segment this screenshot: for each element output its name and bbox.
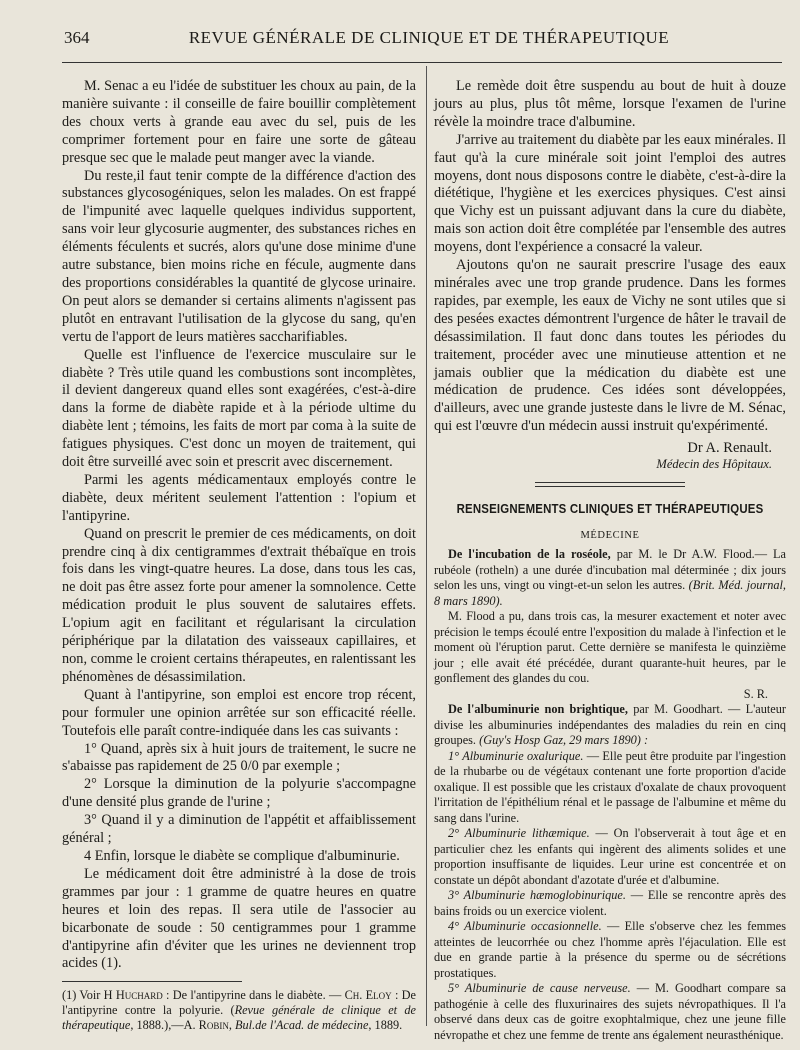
article-continuation — [434, 78, 786, 436]
footnote-reference: Revue générale de clinique et de thérapeutique — [62, 1003, 417, 1033]
signature-name: Dr A. Renault. — [687, 440, 772, 457]
item-text: — M. Goodhart compare sa pathogénie à celle des fluxurinaires des sujets névropathiques. Il l'a observé dans deux cas de goitre exophtalmique, chez une jeune fille névropathe et chez une femme de trente ans également neurasthénique. — [434, 981, 786, 1042]
list-item — [434, 826, 786, 888]
item-label: 5° Albuminurie de cause nerveuse. — [448, 981, 631, 996]
list-item — [434, 888, 786, 919]
footnote-text: , 1889. — [368, 1018, 403, 1033]
subsection-heading: MÉDECINE — [580, 530, 640, 542]
page-number: 364 — [64, 28, 90, 47]
article-body: M. Flood a pu, dans trois cas, la mesurer exactement et noter avec précision le temps écoulé entre l'exposition du malade à l'infection et le moment où l'éruption parut. Cette dernière se manifesta le quinzième jour ; elle avait été précédée, durant quarante-huit heures, par le gonflement des glandes du cou. — [434, 609, 786, 686]
left-column — [62, 78, 416, 1033]
column-separator — [426, 66, 427, 1026]
footnote-author: Huchard — [115, 988, 163, 1003]
footnote-author: Ch. Eloy — [344, 988, 392, 1003]
paragraph: Quelle est l'influence de l'exercice musculaire sur le diabète ? Très utile quand les combustions sont incomplètes, il devient dangereux quand elles sont exagérées, c'est-à-dire dans la forme de diabète rapide et à la période ultime du diabète lent ; témoins, les faits de mort par coma à la suite de fatigues physiques. C'est donc un moyen de traitement, qui doit être surveillé avec soin et prescrit avec discernement. — [62, 346, 416, 471]
paragraph: Quant à l'antipyrine, son emploi est encore trop récent, pour formuler une opinion arrêtée sur son efficacité réelle. Toutefois elle paraît contre-indiquée dans les cas suivants : — [62, 686, 416, 739]
footnote-text: , — [228, 1018, 232, 1033]
item-label: 4° Albuminurie occasionnelle. — [448, 919, 602, 934]
article-byline: par M. Goodhart. — — [633, 702, 741, 717]
list-item — [434, 919, 786, 981]
header-rule — [62, 62, 782, 63]
paragraph: Du reste,il faut tenir compte de la différence d'action des substances glycosogéniques, selon les malades. On est frappé de l'impunité avec laquelle quelques individus supportent, sans voir leur glycosurie augmenter, des substances riches en éléments féculents et sucrés, alors qu'une dose minime d'une autre substance, bien moins riche en fécule, augmente dans des proportions considérables la quantité de glycose urinaire. On peut alors se demander si certains aliments n'agissent pas plutôt en entravant l'utilisation de la glycose du sang, qu'en vertu de l'apport de leurs matières saccharifiables. — [62, 167, 416, 345]
page-header — [64, 28, 764, 48]
footnote-marker: (1) Voir H — [62, 988, 113, 1003]
footnote-reference: Bul.de l'Acad. de médecine — [235, 1018, 369, 1033]
section-ornament — [535, 482, 685, 487]
footnote-text: : De l'antipyrine contre la polyurie. ( — [62, 988, 416, 1018]
paragraph: J'arrive au traitement du diabète par les eaux minérales. Il faut qu'à la cure minérale soit joint l'emploi des autres moyens, dont nous disposons contre le diabète, c'est-à-dire la diététique, l'hygiène et les exercices physiques. C'est ainsi que Vichy est un puissant adjuvant dans la cure du diabète, mais son action doit être complétée par l'ensemble des autres moyens, dont l'expérience a consacré la valeur. — [434, 131, 786, 256]
paragraph: M. Senac a eu l'idée de substituer les choux au pain, de la manière suivante : il conseille de faire bouillir complètement des choux verts à grande eau avec du sel, puis de les comprimer fortement pour en faire une sorte de gâteau presque sec que le malade peut manger avec la viande. — [62, 78, 416, 166]
item-label: 3° Albuminurie hæmoglobinurique. — [448, 888, 626, 903]
list-item: 2° Lorsque la diminution de la polyurie s'accompagne d'une densité plus grande de l'urine ; — [62, 776, 416, 811]
paragraph: Le remède doit être suspendu au bout de huit à douze jours au plus, plus tôt même, lorsque l'examen de l'urine révèle la moindre trace d'albumine. — [434, 78, 786, 130]
article-heading: De l'albuminurie non brightique, — [448, 702, 628, 717]
footnote-text: , 1888.),—A. — [130, 1018, 196, 1033]
footnote-author: Robin — [198, 1018, 229, 1033]
paragraph: Quand on prescrit le premier de ces médicaments, on doit prendre cinq à dix centigrammes d'extrait thébaïque en trois fois dans les vingt-quatre heures. La dose, dans tous les cas, ne doit pas être assez forte pour amener la somnolence. Cette médication produit le plus souvent de salutaires effets. L'opium agit en facilitant et régularisant la circulation périphérique par la dilatation des vaisseaux capillaires, et non, comme le croient certains thérapeutes, en ralentissant les phénomènes de désassimilation. — [62, 525, 416, 685]
list-item — [434, 749, 786, 827]
signature-affiliation: Médecin des Hôpitaux. — [656, 457, 772, 472]
article-albuminurie — [434, 702, 786, 1043]
item-text: — On l'observerait à tout âge et en particulier chez les enfants qui ingèrent des aliments solides et une proportion insuffisante de liquides. Leur urine est concentrée et on constate un dépôt abondant d'azotate d'urée et d'albumine. — [434, 826, 786, 887]
item-label: 2° Albuminurie lithæmique. — [448, 826, 590, 841]
list-item: 4 Enfin, lorsque le diabète se complique d'albuminurie. — [84, 847, 400, 864]
right-column — [434, 78, 786, 1043]
article-byline: par M. le Dr A.W. Flood.— — [616, 547, 768, 562]
footnote — [62, 988, 416, 1033]
item-label: 1° Albuminurie oxalurique. — [448, 748, 584, 763]
article-roseole — [434, 547, 786, 702]
footnote-rule — [62, 981, 242, 982]
signature — [434, 440, 786, 472]
article-reference: (Brit. Méd. journal, 8 mars 1890). — [434, 578, 786, 608]
paragraph: Ajoutons qu'on ne saurait prescrire l'usage des eaux minérales avec une trop grande prudence. Dans les formes rapides, par exemple, les eaux de Vichy ne sont utiles que si des pesées exactes démontrent l'urgence de hâter le travail de désassimilation. Il faut donc dans toutes les périodes du traitement, procéder avec une minutieuse attention et ne jamais oublier que la médication du diabète est une médication de prudence. Ces idées sont développées, d'ailleurs, avec une grande justeste dans le livre de M. Sénac, qui est l'œuvre d'un médecin aussi instruit qu'expérimenté. — [434, 257, 786, 435]
article-text: La rubéole (rotheln) a une durée d'incubation mal déterminée ; dix jours selon les uns, vingt ou vingt-et-un selon les autres. — [434, 547, 786, 593]
item-text: — Elle peut être produite par l'ingestion de la rhubarbe ou de végétaux contenant une forte proportion d'acide oxalique. Il est possible que les cristaux d'oxalate de chaux provoquent l'irritation de l'épithélium rénal et le passage de l'albumine et même du sang dans l'urine. — [434, 748, 786, 825]
paragraph: Parmi les agents médicamentaux employés contre le diabète, deux méritent seulement l'attention : l'opium et l'antipyrine. — [62, 471, 416, 524]
running-title: REVUE GÉNÉRALE DE CLINIQUE ET DE THÉRAPEUTIQUE — [188, 28, 670, 47]
article-initials: S. R. — [743, 686, 768, 701]
article-heading: De l'incubation de la roséole, — [448, 547, 611, 562]
paragraph: Le médicament doit être administré à la dose de trois grammes par jour : 1 gramme de quatre heures en quatre heures et loin des repas. Il sera utile de l'associer au bicarbonate de soude : 50 centigrammes pour 1 gramme d'antipyrine afin d'éviter que les urines ne deviennent trop acides (1). — [62, 865, 416, 972]
article-reference: (Guy's Hosp Gaz, 29 mars 1890) : — [479, 733, 649, 748]
list-item — [434, 981, 786, 1043]
item-text: — Elle s'observe chez les femmes atteintes de leucorrhée ou chez l'homme après l'éjaculation. Elle est due en grande partie à la présence du sperme ou de sécrétions prostatiques. — [434, 919, 787, 980]
footnote-text: : De l'antipyrine dans le diabète. — — [166, 988, 342, 1003]
list-item: 3° Quand il y a diminution de l'appétit et affaiblissement général ; — [62, 812, 416, 847]
section-title: RENSEIGNEMENTS CLINIQUES ET THÉRAPEUTIQUES — [456, 501, 764, 517]
item-text: — Elle se rencontre après des bains froids ou un exercice violent. — [434, 888, 786, 918]
list-item: 1° Quand, après six à huit jours de traitement, le sucre ne s'abaisse pas rapidement de 25 0/0 par exemple ; — [62, 740, 416, 775]
article-text: L'auteur divise les albuminuries indépendantes des maladies du rein en cinq groupes. — [434, 702, 787, 748]
